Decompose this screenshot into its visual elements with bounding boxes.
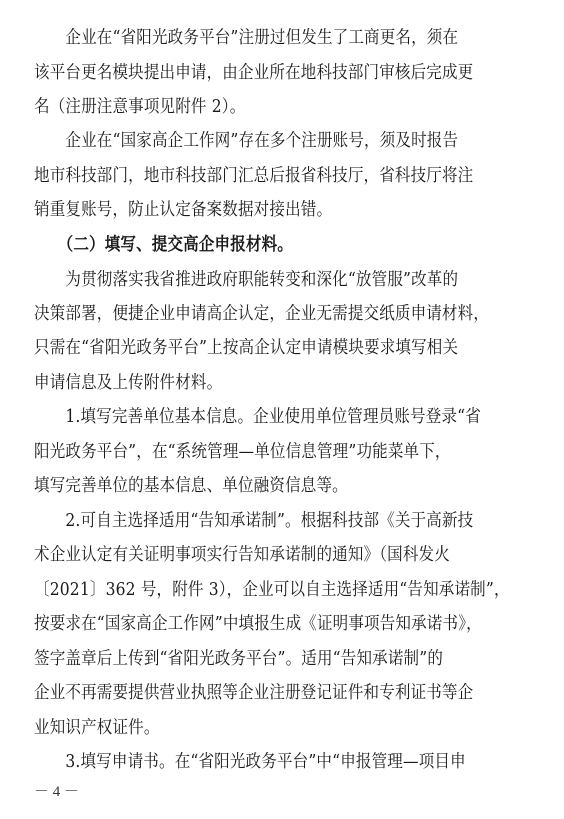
- text-line: 业知识产权证件。: [34, 718, 160, 738]
- text-line: 〔2021〕362 号，附件 3），企业可以自主选择适用“告知承诺制”，: [34, 580, 510, 600]
- text-line: 3.填写申请书。在“省阳光政务平台”中“申报管理—项目申: [34, 752, 466, 772]
- text-line: 地市科技部门，地市科技部门汇总后报省科技厅，省科技厅将注: [34, 166, 474, 186]
- text-line: 术企业认定有关证明事项实行告知承诺制的通知》（国科发火: [34, 545, 450, 565]
- text-line: 名（注册注意事项见附件 2）。: [34, 97, 246, 117]
- text-line: 企业不再需要提供营业执照等企业注册登记证件和专利证书等企: [34, 683, 474, 703]
- text-line: 申请信息及上传附件材料。: [34, 373, 223, 393]
- text-line: 2.可自主选择适用“告知承诺制”。根据科技部《关于高新技: [34, 511, 474, 531]
- section-heading: （二）填写、提交高企申报材料。: [34, 235, 294, 255]
- text-line: 1.填写完善单位基本信息。企业使用单位管理员账号登录“省: [34, 407, 481, 427]
- text-line: 签字盖章后上传到“省阳光政务平台”。适用“告知承诺制”的: [34, 649, 444, 669]
- text-line: 企业在“国家高企工作网”存在多个注册账号，须及时报告: [34, 131, 459, 151]
- text-line: 决策部署，便捷企业申请高企认定，企业无需提交纸质申请材料，: [34, 304, 490, 324]
- text-line: 填写完善单位的基本信息、单位融资信息等。: [34, 476, 348, 496]
- text-line: 只需在“省阳光政务平台”上按高企认定申请模块要求填写相关: [34, 338, 459, 358]
- text-line: 销重复账号，防止认定备案数据对接出错。: [34, 200, 333, 220]
- text-line: 该平台更名模块提出申请，由企业所在地科技部门审核后完成更: [34, 63, 474, 83]
- text-line: 按要求在“国家高企工作网”中填报生成《证明事项告知承诺书》，: [34, 614, 482, 634]
- text-line: 阳光政务平台”，在“系统管理—单位信息管理”功能菜单下，: [34, 442, 451, 462]
- text-line: 企业在“省阳光政务平台”注册过但发生了工商更名，须在: [34, 28, 459, 48]
- page-number: － 4 －: [34, 784, 80, 800]
- text-line: 为贯彻落实我省推进政府职能转变和深化“放管服”改革的: [34, 270, 459, 290]
